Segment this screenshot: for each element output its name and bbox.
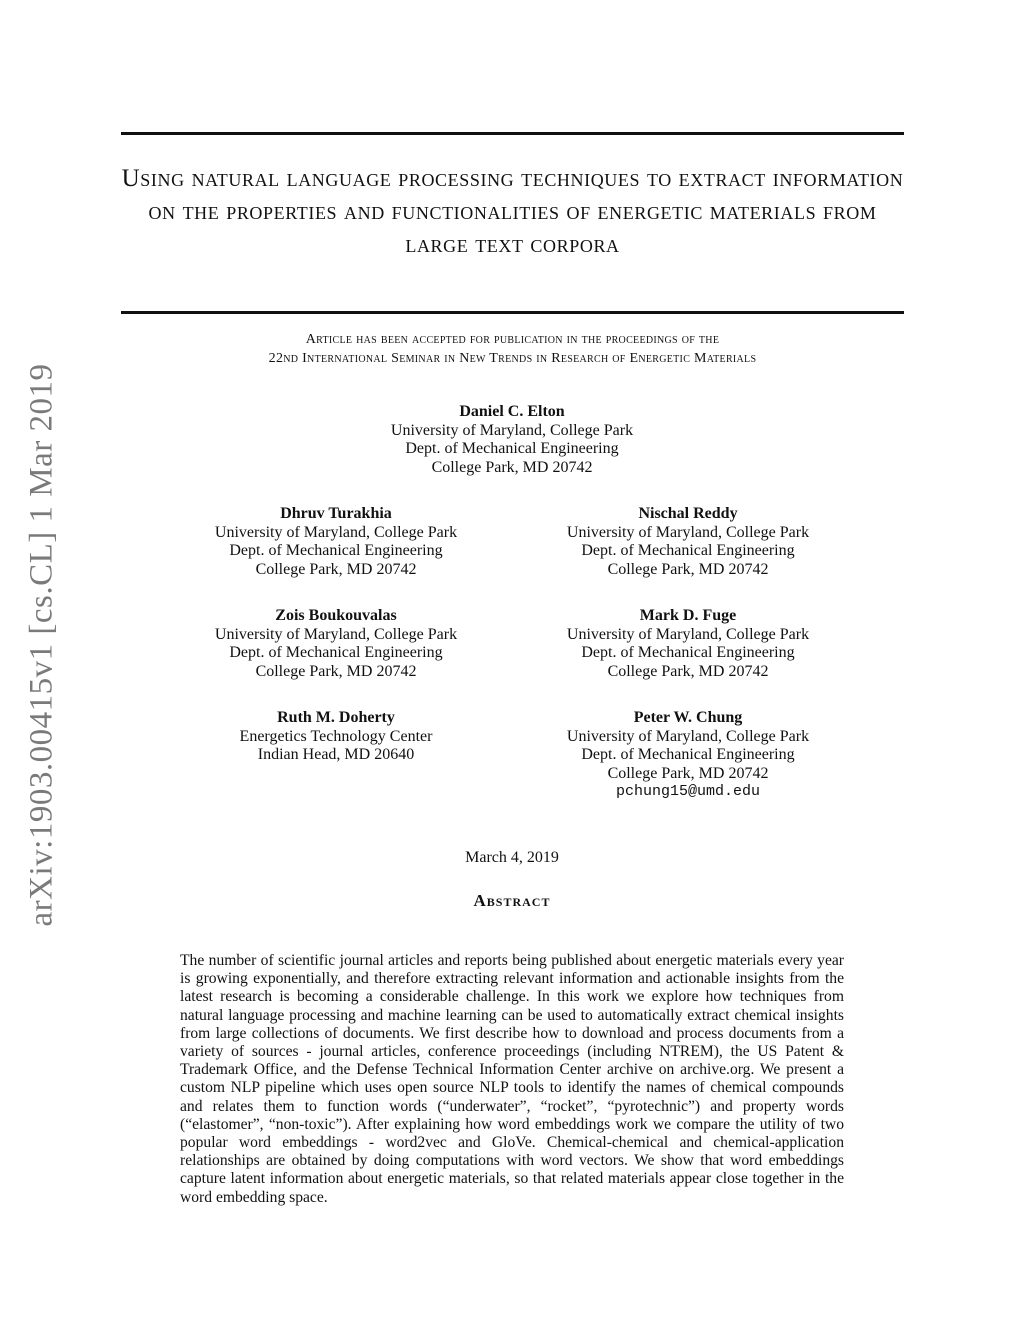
author-block-boukouvalas — [186, 607, 486, 681]
abstract-heading: Abstract — [473, 891, 551, 910]
author-block-turakhia — [186, 505, 486, 579]
author-affiliation: University of Maryland, College Park — [566, 727, 810, 745]
author-department: Dept. of Mechanical Engineering — [229, 644, 443, 661]
author-name: Ruth M. Doherty — [277, 709, 395, 726]
publication-date: March 4, 2019 — [465, 849, 559, 866]
author-block-chung — [538, 709, 838, 802]
author-address: College Park, MD 20742 — [255, 662, 417, 680]
author-name: Nischal Reddy — [638, 505, 738, 522]
author-address: Indian Head, MD 20640 — [257, 746, 415, 763]
author-affiliation: University of Maryland, College Park — [214, 523, 458, 541]
author-name: Peter W. Chung — [633, 709, 743, 726]
acceptance-note — [121, 330, 904, 368]
title-top-rule — [121, 132, 904, 135]
author-address: College Park, MD 20742 — [255, 560, 417, 578]
author-department: Dept. of Mechanical Engineering — [405, 440, 619, 457]
arxiv-identifier-stamp: arXiv:1903.00415v1 [cs.CL] 1 Mar 2019 — [23, 363, 60, 927]
author-name: Daniel C. Elton — [459, 403, 565, 420]
author-affiliation: Energetics Technology Center — [239, 727, 433, 745]
author-affiliation: University of Maryland, College Park — [214, 625, 458, 643]
author-block-doherty — [186, 709, 486, 765]
author-name: Dhruv Turakhia — [280, 505, 392, 522]
author-address: College Park, MD 20742 — [431, 458, 593, 476]
author-affiliation: University of Maryland, College Park — [566, 523, 810, 541]
author-department: Dept. of Mechanical Engineering — [581, 542, 795, 559]
author-address: College Park, MD 20742 — [607, 764, 769, 782]
author-block-fuge — [538, 607, 838, 681]
author-department: Dept. of Mechanical Engineering — [581, 644, 795, 661]
title-bottom-rule — [121, 311, 904, 314]
acceptance-line-2: 22nd International Seminar in New Trends in Research of Energetic Materials — [268, 351, 757, 366]
author-department: Dept. of Mechanical Engineering — [229, 542, 443, 559]
author-name: Mark D. Fuge — [639, 607, 737, 624]
author-block-elton — [312, 403, 712, 477]
author-block-reddy — [538, 505, 838, 579]
author-affiliation: University of Maryland, College Park — [390, 421, 634, 439]
paper-title: Using natural language processing techniques to extract information on the properties and functionalities of energetic materials from large text corpora — [121, 165, 904, 258]
author-email: pchung15@umd.edu — [615, 783, 761, 800]
abstract-text: The number of scientific journal articles and reports being published about energetic materials every year is growing exponentially, and therefore extracting relevant information and actionable insights from the latest research is becoming a considerable challenge. In this work we explore how techniques from natural language processing and machine learning can be used to automatically extract chemical insights from large collections of documents. We first describe how to download and process documents from a variety of sources - journal articles, conference proceedings (including NTREM), the US Patent & Trademark Office, and the Defense Technical Information Center archive on archive.org. We present a custom NLP pipeline which uses open source NLP tools to identify the names of chemical compounds and relates them to function words (“underwater”, “rocket”, “pyrotechnic”) and property words (“elastomer”, “non-toxic”). After explaining how word embeddings work we compare the utility of two popular word embeddings - word2vec and GloVe. Chemical-chemical and chemical-application relationships are obtained by doing computations with word vectors. We show that word embeddings capture latent information about energetic materials, so that related materials appear close together in the word embedding space. — [180, 952, 844, 1206]
author-affiliation: University of Maryland, College Park — [566, 625, 810, 643]
author-department: Dept. of Mechanical Engineering — [581, 746, 795, 763]
author-address: College Park, MD 20742 — [607, 662, 769, 680]
acceptance-line-1: Article has been accepted for publication in the proceedings of the — [305, 332, 720, 347]
author-name: Zois Boukouvalas — [275, 607, 397, 624]
author-address: College Park, MD 20742 — [607, 560, 769, 578]
